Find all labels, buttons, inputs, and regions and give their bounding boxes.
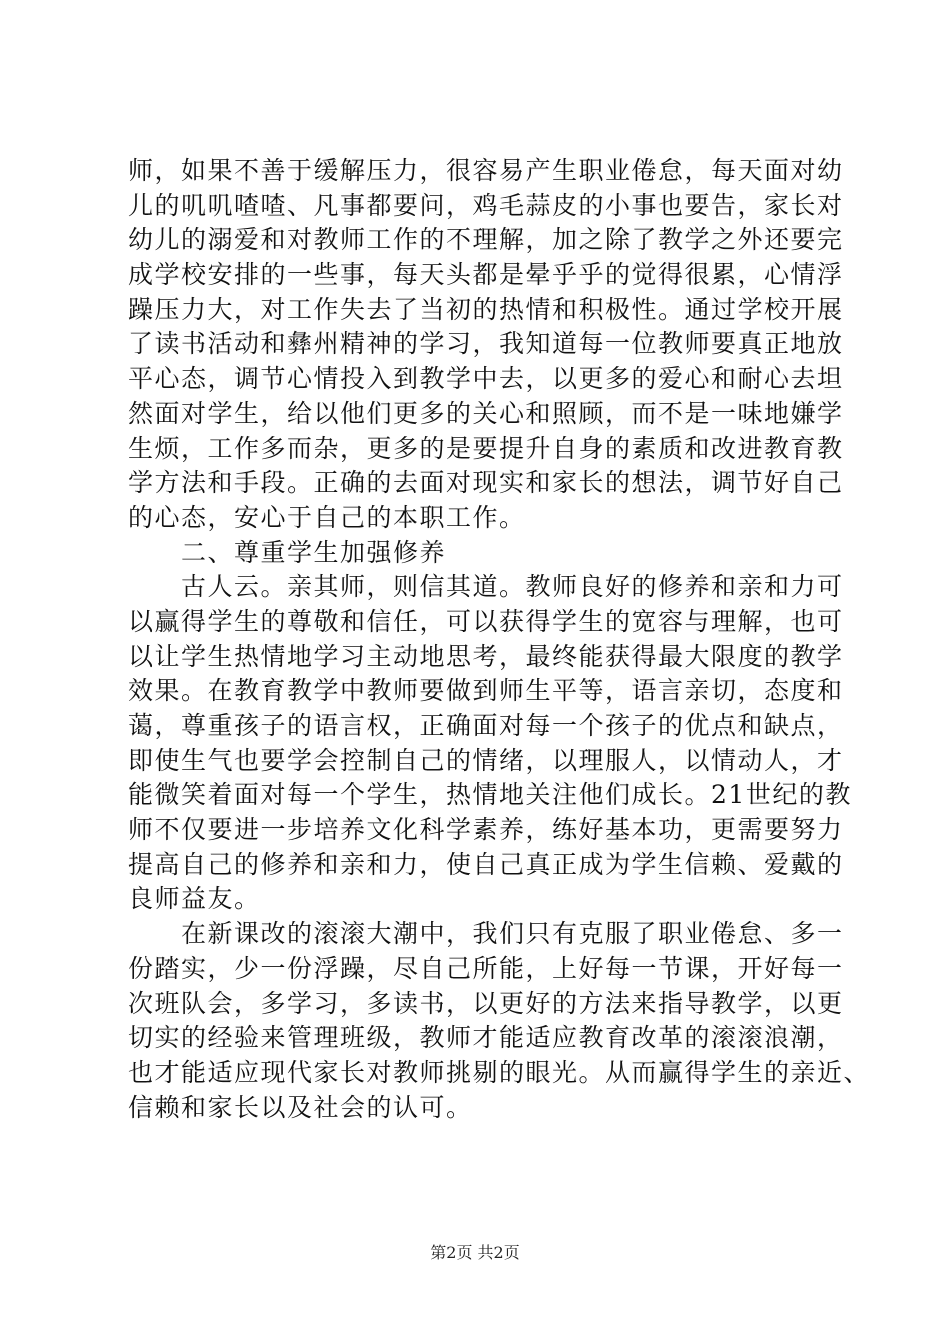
text-line: 儿的叽叽喳喳、凡事都要问，鸡毛蒜皮的小事也要告，家长对 [128, 190, 844, 220]
text-line: 师不仅要进一步培养文化科学素养，练好基本功，更需要努力 [128, 815, 844, 845]
text-line: 即使生气也要学会控制自己的情绪，以理服人，以情动人，才 [128, 745, 844, 775]
text-line: 效果。在教育教学中教师要做到师生平等，语言亲切，态度和 [128, 676, 844, 706]
text-line: 成学校安排的一些事，每天头都是晕乎乎的觉得很累，心情浮 [128, 260, 844, 290]
text-line: 学方法和手段。正确的去面对现实和家长的想法，调节好自己 [128, 468, 844, 498]
text-line: 蔼，尊重孩子的语言权，正确面对每一个孩子的优点和缺点， [128, 711, 844, 740]
page-footer: 第2页 共2页 [430, 1243, 520, 1262]
text-line: 躁压力大，对工作失去了当初的热情和积极性。通过学校开展 [128, 294, 844, 324]
text-line: 次班队会，多学习，多读书，以更好的方法来指导教学，以更 [128, 988, 844, 1018]
text-line: 份踏实，少一份浮躁，尽自己所能，上好每一节课，开好每一 [128, 953, 844, 983]
text-line: 的心态，安心于自己的本职工作。 [128, 502, 526, 532]
document-body [128, 154, 871, 1125]
text-line: 在新课改的滚滚大潮中，我们只有克服了职业倦怠、多一 [128, 919, 844, 949]
text-line: 能微笑着面对每一个学生，热情地关注他们成长。21世纪的教 [128, 780, 852, 810]
text-line: 生烦，工作多而杂，更多的是要提升自身的素质和改进教育教 [128, 433, 844, 463]
text-line: 以让学生热情地学习主动地思考，最终能获得最大限度的教学 [128, 641, 844, 671]
text-line: 幼儿的溺爱和对教师工作的不理解，加之除了教学之外还要完 [128, 225, 844, 255]
text-line: 平心态，调节心情投入到教学中去，以更多的爱心和耐心去坦 [128, 364, 844, 394]
section-heading: 二、尊重学生加强修养 [128, 537, 447, 567]
text-line: 了读书活动和彝州精神的学习，我知道每一位教师要真正地放 [128, 329, 844, 359]
text-line: 师，如果不善于缓解压力，很容易产生职业倦怠，每天面对幼 [128, 156, 844, 185]
text-line: 也才能适应现代家长对教师挑剔的眼光。从而赢得学生的亲近、 [128, 1057, 871, 1087]
text-line: 然面对学生，给以他们更多的关心和照顾，而不是一味地嫌学 [128, 398, 844, 428]
text-line: 以赢得学生的尊敬和信任，可以获得学生的宽容与理解，也可 [128, 606, 844, 636]
text-line: 良师益友。 [128, 884, 261, 914]
text-line: 提高自己的修养和亲和力，使自己真正成为学生信赖、爱戴的 [128, 849, 844, 879]
text-line: 信赖和家长以及社会的认可。 [128, 1092, 473, 1122]
text-line: 切实的经验来管理班级，教师才能适应教育改革的滚滚浪潮， [128, 1023, 844, 1053]
text-line: 古人云。亲其师，则信其道。教师良好的修养和亲和力可 [128, 572, 844, 602]
